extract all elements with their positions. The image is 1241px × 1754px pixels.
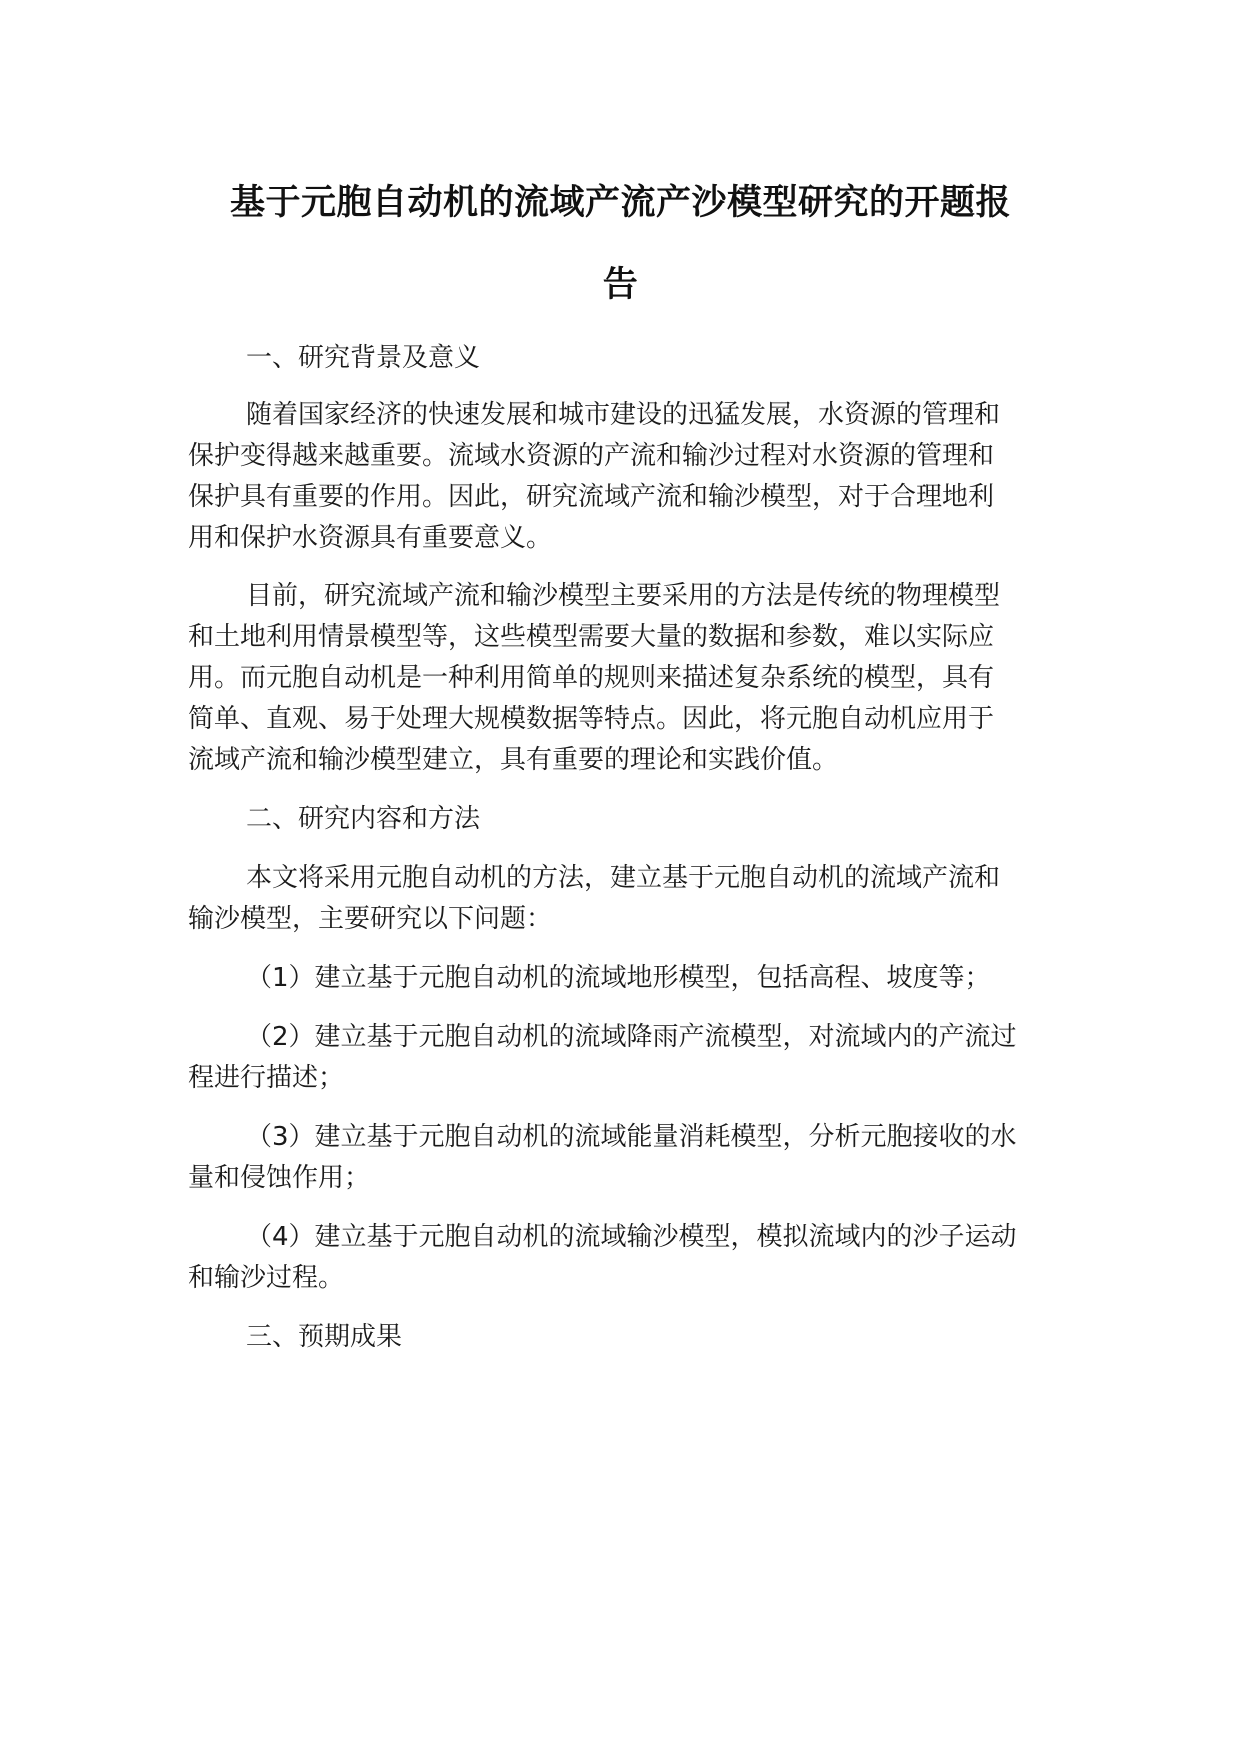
paragraph-line: 输沙模型，主要研究以下问题：: [188, 904, 553, 934]
section-3-heading: 三、预期成果: [246, 1322, 403, 1352]
paragraph-line: 保护变得越来越重要。流域水资源的产流和输沙过程对水资源的管理和: [188, 441, 995, 471]
paragraph-line: 用和保护水资源具有重要意义。: [188, 523, 553, 553]
document-title-line-2: 告: [602, 265, 639, 305]
list-item-3-cont: 量和侵蚀作用；: [188, 1163, 371, 1193]
paragraph-line: 本文将采用元胞自动机的方法，建立基于元胞自动机的流域产流和: [246, 863, 1001, 893]
paragraph-line: 用。而元胞自动机是一种利用简单的规则来描述复杂系统的模型，具有: [188, 663, 995, 693]
list-item-1: （1）建立基于元胞自动机的流域地形模型，包括高程、坡度等；: [246, 963, 991, 993]
section-1-heading: 一、研究背景及意义: [246, 343, 481, 373]
paragraph-line: 流域产流和输沙模型建立，具有重要的理论和实践价值。: [188, 745, 839, 775]
paragraph-line: 保护具有重要的作用。因此，研究流域产流和输沙模型，对于合理地利: [188, 482, 995, 512]
list-item-3: （3）建立基于元胞自动机的流域能量消耗模型，分析元胞接收的水: [246, 1122, 1017, 1152]
list-item-2: （2）建立基于元胞自动机的流域降雨产流模型，对流域内的产流过: [246, 1022, 1017, 1052]
paragraph-line: 目前，研究流域产流和输沙模型主要采用的方法是传统的物理模型: [246, 581, 1001, 611]
list-item-2-cont: 程进行描述；: [188, 1063, 345, 1093]
list-item-4-cont: 和输沙过程。: [188, 1263, 345, 1293]
document-title-line-1: 基于元胞自动机的流域产流产沙模型研究的开题报: [229, 183, 1011, 223]
list-item-4: （4）建立基于元胞自动机的流域输沙模型，模拟流域内的沙子运动: [246, 1222, 1017, 1252]
paragraph-line: 随着国家经济的快速发展和城市建设的迅猛发展，水资源的管理和: [246, 400, 1001, 430]
section-2-heading: 二、研究内容和方法: [246, 804, 481, 834]
paragraph-line: 和土地利用情景模型等，这些模型需要大量的数据和参数，难以实际应: [188, 622, 995, 652]
paragraph-line: 简单、直观、易于处理大规模数据等特点。因此，将元胞自动机应用于: [188, 704, 995, 734]
